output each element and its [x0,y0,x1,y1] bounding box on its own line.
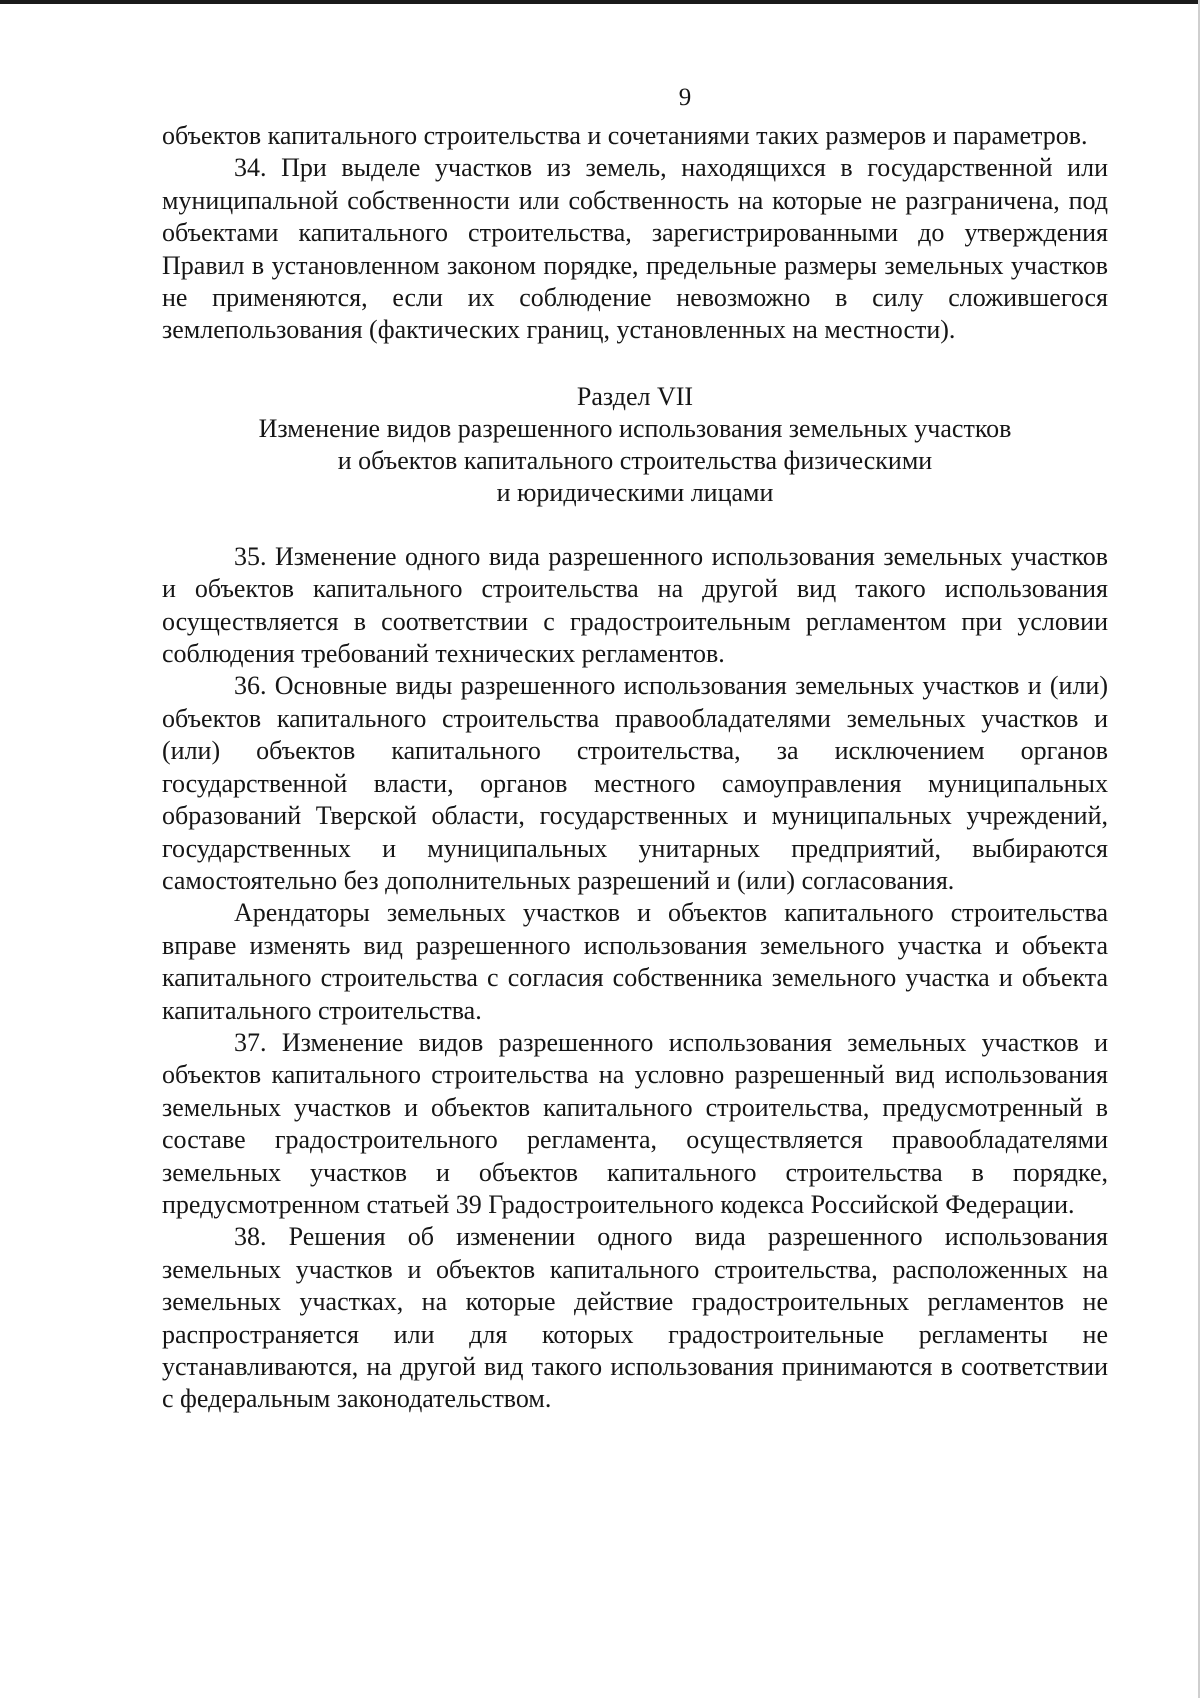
section-title-line-2: и объектов капитального строительства физическими [337,445,933,475]
paragraph-36: 36. Основные виды разрешенного использования земельных участков и (или) объектов капитального строительства правообладателями земельных участков и (или) объектов капитального строительства, за исключением органов государственной власти, органов местного самоуправления муниципальных образований Тверской области, государственных и муниципальных учреждений, государственных и муниципальных унитарных предприятий, выбираются самостоятельно без дополнительных разрешений и (или) согласования. [162,671,1108,895]
section-number: Раздел VII [576,381,694,411]
section-title-line-3: и юридическими лицами [496,477,774,507]
page-number: 9 [678,84,692,111]
paragraph-37: 37. Изменение видов разрешенного использования земельных участков и объектов капитального строительства на условно разрешенный вид использования земельных участков и объектов капитального строительства, предусмотренный в составе градостроительного регламента, осуществляется правообладателями земельных участков и объектов капитального строительства в порядке, предусмотренном статьей 39 Градостроительного кодекса Российской Федерации. [162,1027,1108,1219]
paragraph-38: 38. Решения об изменении одного вида разрешенного использования земельных участков и объектов капитального строительства, расположенных на земельных участках, на которые действие градостроительных регламентов не распространяется или для которых градостроительные регламенты не устанавливаются, на другой вид такого использования принимаются в соответствии с федеральным законодательством. [162,1222,1108,1414]
paragraph-34: 34. При выделе участков из земель, находящихся в государственной или муниципальной собственности или собственность на которые не разграничена, под объектами капитального строительства, зарегистрированными до утверждения Правил в установленном законом порядке, предельные размеры земельных участков не применяются, если их соблюдение невозможно в силу сложившегося землепользования (фактических границ, установленных на местности). [162,153,1108,345]
section-header [162,381,1108,509]
section-title-line-1: Изменение видов разрешенного использования земельных участков [258,413,1012,443]
paragraph-35: 35. Изменение одного вида разрешенного использования земельных участков и объектов капитального строительства на другой вид такого использования осуществляется в соответствии с градостроительным регламентом при условии соблюдения требований технических регламентов. [162,541,1108,669]
document-page [162,80,1108,1416]
paragraph-continuation: объектов капитального строительства и сочетаниями таких размеров и параметров. [162,121,1088,150]
scan-top-border [0,0,1200,4]
paragraph-36-tenants: Арендаторы земельных участков и объектов капитального строительства вправе изменять вид разрешенного использования земельного участка и объекта капитального строительства с согласия собственника земельного участка и объекта капитального строительства. [162,898,1108,1025]
